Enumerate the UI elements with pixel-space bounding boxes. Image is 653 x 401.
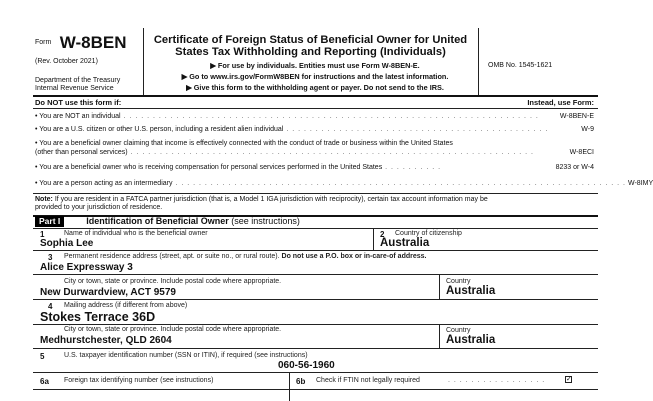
part1-title bbox=[86, 216, 300, 227]
mailing-city[interactable]: Medhurstchester, QLD 2604 bbox=[40, 335, 172, 346]
part1-bottom-rule bbox=[33, 228, 598, 229]
ftin-not-required-checkbox[interactable] bbox=[565, 376, 572, 383]
leader-dots: . . . . . . . . . . . . . . . . . . . . . . . . . . . . . . . . . . . . . . . . . . . . . . . . . . . . . . . . . . . . . . . . . . . . . . . . . . . . . bbox=[172, 180, 626, 187]
donotuse-item-form: 8233 or W-4 bbox=[555, 164, 594, 171]
row-3-rule bbox=[33, 274, 598, 275]
row-5-rule bbox=[33, 372, 598, 373]
line-number-1: 1 bbox=[40, 230, 45, 239]
instruction-line: ▶ Give this form to the withholding agent or payer. Do not send to the IRS. bbox=[186, 83, 444, 92]
department-line2: Internal Revenue Service bbox=[35, 85, 114, 92]
row-1-rule bbox=[33, 250, 598, 251]
divider-6 bbox=[289, 372, 290, 401]
ftin-not-required-label: Check if FTIN not legally required bbox=[316, 377, 420, 384]
donotuse-item-form: W-8ECI bbox=[569, 149, 594, 156]
divider-1-2 bbox=[373, 228, 374, 250]
mailing-address-label: Mailing address (if different from above) bbox=[64, 302, 188, 309]
form-id-block bbox=[35, 33, 140, 53]
fatca-note bbox=[35, 196, 596, 212]
donotuse-item-form: W-8IMY bbox=[628, 180, 653, 187]
revision-date: (Rev. October 2021) bbox=[35, 58, 98, 65]
check-icon: ✓ bbox=[566, 376, 572, 383]
line-number-4: 4 bbox=[48, 302, 53, 311]
donotuse-item bbox=[35, 180, 653, 188]
form-name: W-8BEN bbox=[59, 33, 127, 52]
leader-dots: . . . . . . . . . . bbox=[382, 164, 442, 171]
omb-number: OMB No. 1545-1621 bbox=[488, 62, 553, 69]
row-4-city-rule bbox=[33, 348, 598, 349]
leader-dots: . . . . . . . . . . . . . . . . . bbox=[448, 377, 546, 384]
line-number-6a: 6a bbox=[40, 377, 49, 386]
form-title bbox=[143, 34, 478, 58]
line-number-3: 3 bbox=[48, 253, 53, 262]
ftin-label: Foreign tax identifying number (see instructions) bbox=[64, 377, 214, 384]
donotuse-item-form: W-9 bbox=[581, 126, 594, 133]
us-tin[interactable]: 060-56-1960 bbox=[278, 360, 335, 371]
mailing-city-label: City or town, state or province. Include postal code where appropriate. bbox=[64, 326, 282, 333]
country-of-citizenship[interactable]: Australia bbox=[380, 237, 430, 249]
permanent-address[interactable]: Alice Expressway 3 bbox=[40, 262, 133, 273]
note-line2: provided to your jurisdiction of residence. bbox=[35, 204, 163, 211]
form-instructions bbox=[150, 61, 480, 92]
donotuse-item-text: • You are a U.S. citizen or other U.S. person, including a resident alien individual bbox=[35, 126, 284, 133]
row-6-rule bbox=[33, 389, 598, 390]
mailing-address[interactable]: Stokes Terrace 36D bbox=[40, 310, 156, 324]
permanent-address-label bbox=[64, 253, 426, 261]
part1-title-text: Identification of Beneficial Owner bbox=[86, 216, 229, 226]
note-line1: If you are resident in a FATCA partner jurisdiction (that is, a Model 1 IGA jurisdiction with reciprocity), certain tax account information may be bbox=[52, 196, 488, 203]
row-3-city-rule bbox=[33, 299, 598, 300]
beneficial-owner-name[interactable]: Sophia Lee bbox=[40, 238, 94, 249]
donotuse-item bbox=[35, 149, 594, 157]
leader-dots: . . . . . . . . . . . . . . . . . . . . . . . . . . . . . . . . . . . . . . . . . . . . . . . . . . . . . . . . . . . . . . . . . . . . . bbox=[127, 149, 534, 156]
mailing-country[interactable]: Australia bbox=[446, 334, 496, 346]
form-title-line2: States Tax Withholding and Reporting (Individuals) bbox=[175, 46, 446, 58]
donotuse-item bbox=[35, 113, 594, 121]
donotuse-item-text: • You are a person acting as an intermediary bbox=[35, 180, 173, 187]
department-line1: Department of the Treasury bbox=[35, 77, 121, 84]
line-number-2: 2 bbox=[380, 230, 385, 239]
part1-title-suffix: (see instructions) bbox=[228, 216, 300, 226]
donotuse-item bbox=[35, 126, 594, 134]
leader-dots: . . . . . . . . . . . . . . . . . . . . . . . . . . . . . . . . . . . . . . . . . . . . . . . . . . . . . . . . . . . . . . . . . . . . . . . bbox=[120, 113, 539, 120]
instruction-line: ▶ Go to www.irs.gov/FormW8BEN for instructions and the latest information. bbox=[181, 72, 449, 81]
note-rule bbox=[33, 193, 598, 194]
form-word: Form bbox=[35, 39, 52, 46]
donotuse-item-text: • You are a beneficial owner claiming that income is effectively connected with the conduct of trade or business within the United States bbox=[35, 140, 453, 147]
form-title-line1: Certificate of Foreign Status of Beneficial Owner for United bbox=[153, 34, 468, 46]
city-label: City or town, state or province. Include postal code where appropriate. bbox=[64, 278, 282, 285]
donotuse-item-text: • You are a beneficial owner who is receiving compensation for personal services performed in the United States bbox=[35, 164, 383, 171]
donotuse-item-text: • You are NOT an individual bbox=[35, 113, 121, 120]
donotuse-item bbox=[35, 140, 594, 148]
instead-heading: Instead, use Form: bbox=[527, 98, 594, 107]
mailing-country-label: Country bbox=[446, 327, 471, 334]
permanent-country[interactable]: Australia bbox=[446, 285, 496, 297]
donotuse-item-text-cont: (other than personal services) bbox=[35, 149, 128, 156]
row-4-rule bbox=[33, 324, 598, 325]
divider-4-country bbox=[439, 324, 440, 348]
citizenship-label: Country of citizenship bbox=[395, 230, 462, 237]
line-number-6b: 6b bbox=[296, 377, 306, 386]
part1-label: Part I bbox=[35, 216, 64, 227]
donotuse-heading: Do NOT use this form if: bbox=[35, 98, 122, 107]
donotuse-rule bbox=[33, 108, 598, 109]
line-number-5: 5 bbox=[40, 352, 45, 361]
donotuse-item bbox=[35, 164, 594, 172]
name-label: Name of individual who is the beneficial owner bbox=[64, 230, 208, 237]
instruction-line: ▶ For use by individuals. Entities must use Form W-8BEN-E. bbox=[210, 61, 420, 70]
note-bold: Note: bbox=[35, 196, 53, 203]
header-bottom-rule bbox=[33, 95, 598, 97]
part1-header bbox=[35, 216, 300, 227]
permanent-city[interactable]: New Durwardview, ACT 9579 bbox=[40, 287, 176, 298]
permanent-address-label-text: Permanent residence address (street, apt. or suite no., or rural route). bbox=[64, 253, 280, 260]
country-label: Country bbox=[446, 278, 471, 285]
donotuse-item-form: W-8BEN-E bbox=[559, 113, 594, 120]
divider-3-country bbox=[439, 274, 440, 299]
leader-dots: . . . . . . . . . . . . . . . . . . . . . . . . . . . . . . . . . . . . . . . . . . . . . bbox=[283, 126, 549, 133]
ssn-label: U.S. taxpayer identification number (SSN or ITIN), if required (see instructions) bbox=[64, 352, 308, 359]
permanent-address-label-bold: Do not use a P.O. box or in-care-of address. bbox=[279, 253, 427, 260]
